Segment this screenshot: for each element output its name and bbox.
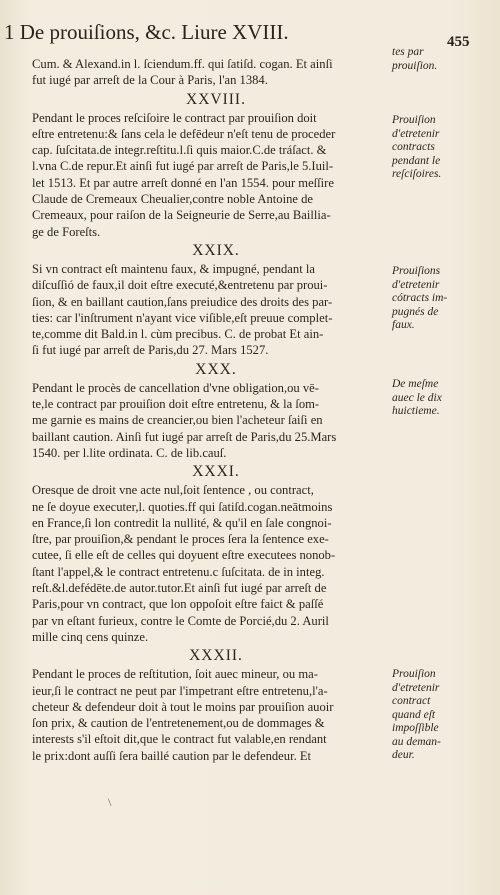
body-line: Cum. & Alexand.in l. ſciendum.ff. qui ſatiſd. cogan. Et ainſi — [32, 57, 333, 71]
section-heading: XXVIII. — [186, 90, 246, 108]
body-line: reſt.&l.defédēte.de autor.tutor.Et ainſi fut iugé par arreſt de — [32, 581, 327, 596]
margin-line: d'etretenir — [392, 681, 440, 694]
margin-line: quand eſt — [392, 708, 436, 721]
margin-line: huictieme. — [392, 405, 440, 417]
margin-line: faux. — [392, 319, 415, 331]
body-line: le prix:dont auſſi ſera baillé caution par le defendeur. Et — [32, 748, 312, 763]
margin-line: deur. — [392, 749, 415, 761]
margin-line: d'etretenir — [392, 127, 440, 140]
body-line: ties: car l'inſtrument n'ayant vice viſible,eſt preuue complet- — [32, 310, 333, 325]
body-line: mille cinq cens quinze. — [32, 629, 149, 644]
margin-line: Prouiſion — [392, 114, 436, 126]
margin-note — [392, 46, 498, 73]
body-line: Cremeaux, pour raiſon de la Seigneurie de Serre,au Baillia- — [32, 208, 331, 223]
body-line: cutee, ſi elle eſt de celles qui doyuent eſtre executees nonob- — [32, 548, 336, 563]
section-heading: XXXII. — [189, 647, 243, 665]
margin-line: d'etretenir — [392, 278, 440, 291]
body-line: baillant caution. Ainſi fut iugé par arreſt de Paris,du 25.Mars — [32, 429, 337, 444]
body-line: cheteur & defendeur doit à tout le moins par prouiſion auoir — [32, 699, 334, 714]
margin-line: au deman- — [392, 735, 441, 748]
body-line: ieur,ſi le contract ne peut par l'impetrant eſtre entretenu,l'a- — [32, 683, 328, 698]
margin-line: contracts — [392, 141, 435, 153]
body-line: ſtre, par prouiſion,& pendant le proces ſera la ſentence exe- — [32, 532, 329, 547]
section-heading: XXIX. — [192, 241, 240, 259]
body-line: cap. ſuſcitata.de integr.reſtitu.l.ſi quis maior.C.de tráſact. & — [32, 143, 327, 158]
stray-mark: \ — [108, 795, 112, 809]
section-heading: XXX. — [195, 360, 237, 378]
body-line: te,comme dit Bald.in l. cùm precibus. C. de probat Et ain- — [32, 327, 324, 342]
body-line: diſcuſſió de faux,il doit eſtre executé,&entretenu par proui- — [32, 278, 328, 293]
body-line: Claude de Cremeaux Cheualier,contre noble Antoine de — [32, 192, 314, 207]
margin-note — [392, 114, 498, 182]
body-line: en France,ſi lon contredit la nullité, & qu'il en ſale congnoi- — [32, 515, 332, 530]
margin-line: tes par — [392, 46, 424, 58]
body-line: Pendant le procès de cancellation d'vne obligation,ou vē- — [32, 380, 319, 395]
margin-note — [392, 265, 498, 333]
margin-line: reſciſoires. — [392, 168, 442, 180]
body-line: Oresque de droit vne acte nul,ſoit ſentence , ou contract, — [32, 483, 314, 498]
section-heading: XXXI. — [192, 463, 240, 481]
body-line: me garnie es mains de creancier,ou bien l'acheteur ſaiſi en — [32, 413, 323, 428]
body-line: ſi fut iugé par arreſt de Paris,du 27. Mars 1527. — [32, 343, 269, 358]
body-line: par vn eſtant furieux, contre le Comte de Porcié,du 2. Auril — [32, 613, 329, 628]
body-line: ge de Foreſts. — [32, 224, 101, 239]
body-line: fut iugé par arreſt de la Cour à Paris, l'an 1384. — [32, 73, 268, 88]
margin-line: pendant le — [392, 154, 441, 167]
body-line: l.vna C.de repur.Et ainſi fut iugé par arreſt de Paris,le 5.Iuil- — [32, 159, 334, 174]
margin-line: contract — [392, 695, 431, 707]
body-line: te,le contract par prouiſion doit eſtre entretenu, & la ſom- — [32, 397, 320, 412]
margin-line: auec le dix — [392, 391, 442, 404]
margin-line: De meſme — [392, 378, 439, 390]
body-line: eſtre entretenu:& ſans cela le defēdeur n'eſt tenu de proceder — [32, 126, 336, 141]
body-line: Pendant le proces reſciſoire le contract par prouiſion doit — [32, 110, 317, 125]
running-title: 1 De prouiſions, &c. Liure XVIII. — [4, 20, 289, 44]
body-line: ſion, & en baillant caution,ſans preiudice des droits des par- — [32, 294, 333, 309]
margin-line: pugnés de — [392, 305, 439, 318]
page-number: 455 — [447, 34, 470, 50]
margin-line: prouiſion. — [392, 59, 438, 72]
body-line: Si vn contract eſt maintenu faux, & impugné, pendant la — [32, 261, 315, 276]
body-line: 1540. per l.lite ordinata. C. de lib.cauſ. — [32, 445, 227, 460]
body-line: interests s'il eſtoit dit,que le contract fut valable,en rendant — [32, 732, 327, 747]
body-line: ſtant l'appel,& le contract entretenu.c ſuſcitata. de in integ. — [32, 564, 325, 579]
margin-line: Prouiſion — [392, 668, 436, 680]
body-line: Pendant le proces de reſtitution, ſoit auec mineur, ou ma- — [32, 667, 318, 682]
body-line: Paris,pour vn contract, que lon oppoſoit eſtre faict & paſſé — [32, 597, 324, 612]
margin-line: cótracts im- — [392, 292, 448, 304]
margin-note — [392, 378, 498, 419]
body-line: ne ſe doyue executer,l. quoties.ff qui ſatiſd.cogan.neātmoins — [32, 499, 333, 514]
margin-line: Prouiſions — [392, 265, 441, 277]
margin-note — [392, 668, 498, 763]
page-body — [32, 56, 400, 764]
body-line: let 1513. Et par autre arreſt donné en l'an 1554. pour meſſire — [32, 175, 334, 190]
margin-line: impoſſible — [392, 722, 439, 734]
body-line: ſon prix, & caution de l'entretenement,ou de dommages & — [32, 716, 325, 731]
